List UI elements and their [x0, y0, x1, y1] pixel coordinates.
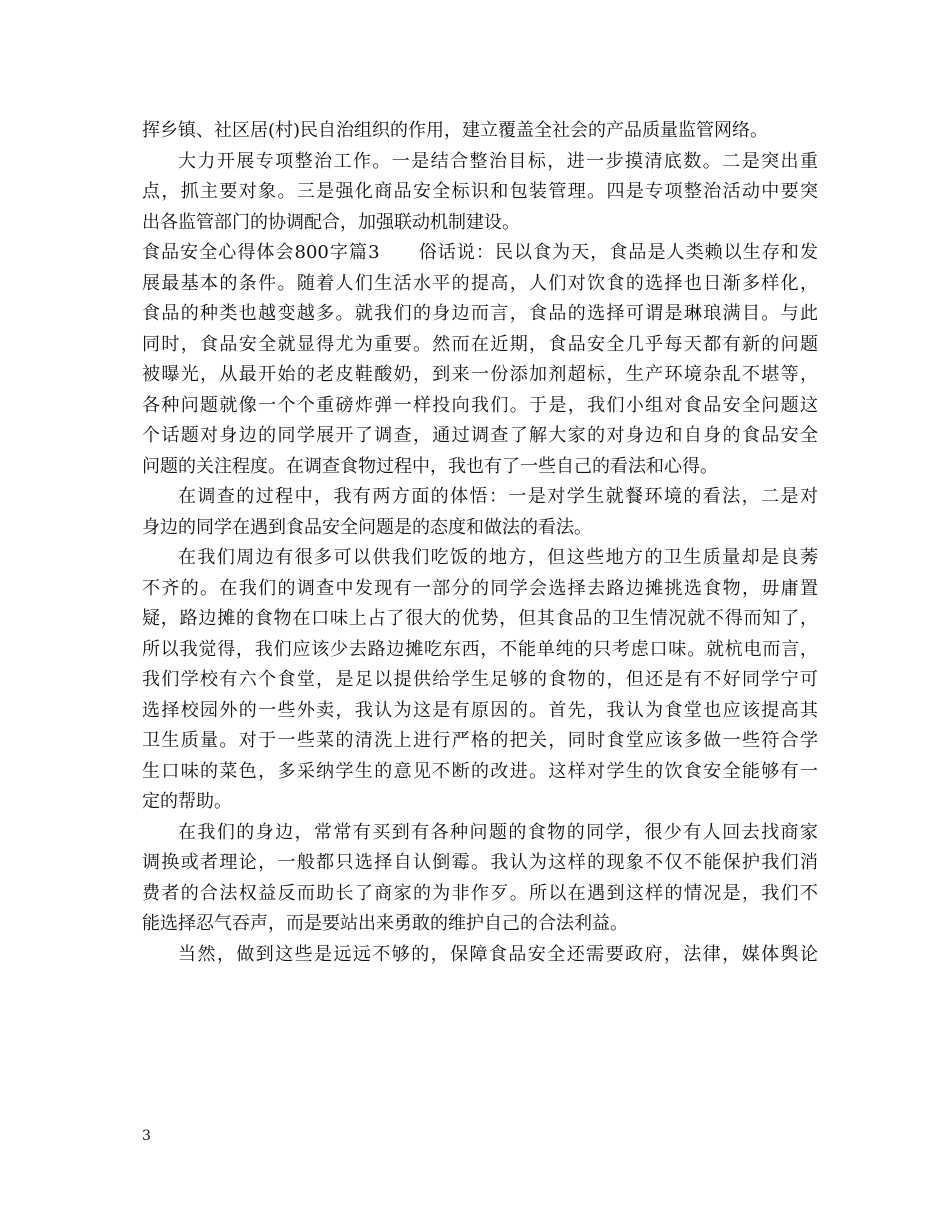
text-line: 点，抓主要对象。三是强化商品安全标识和包装管理。四是专项整治活动中要突	[142, 181, 818, 202]
text-line: 问题的关注程度。在调查食物过程中，我也有了一些自己的看法和心得。	[142, 455, 718, 477]
text-line: 展最基本的条件。随着人们生活水平的提高，人们对饮食的选择也日渐多样化，	[142, 272, 818, 294]
text-line: 生口味的菜色，多采纳学生的意见不断的改进。这样对学生的饮食安全能够有一	[142, 760, 818, 782]
text-line: 食品的种类也越变越多。就我们的身边而言，食品的选择可谓是琳琅满目。与此	[142, 303, 818, 324]
text-line: 所以我觉得，我们应该少去路边摊吃东西，不能单纯的只考虑口味。就杭电而言，	[142, 638, 818, 660]
document-body	[142, 116, 818, 970]
text-line: 卫生质量。对于一些菜的清洗上进行严格的把关，同时食堂应该多做一些符合学	[142, 730, 818, 751]
text-line: 不齐的。在我们的调查中发现有一部分的同学会选择去路边摊挑选食物，毋庸置	[142, 577, 818, 599]
text-line: 费者的合法权益反而助长了商家的为非作歹。所以在遇到这样的情况是，我们不	[142, 882, 818, 904]
text-line: 在调查的过程中，我有两方面的体悟：一是对学生就餐环境的看法，二是对	[178, 486, 818, 507]
text-line: 被曝光，从最开始的老皮鞋酸奶，到来一份添加剂超标，生产环境杂乱不堪等，	[142, 364, 818, 385]
text-line: 我们学校有六个食堂，是足以提供给学生足够的食物的，但还是有不好同学宁可	[142, 669, 818, 690]
text-line: 定的帮助。	[142, 791, 232, 812]
text-line: 在我们的身边，常常有买到有各种问题的食物的同学，很少有人回去找商家	[178, 821, 818, 843]
text-line: 疑，路边摊的食物在口味上占了很大的优势，但其食品的卫生情况就不得而知了，	[142, 608, 818, 629]
text-line: 在我们周边有很多可以供我们吃饭的地方，但这些地方的卫生质量却是良莠	[178, 547, 818, 568]
page-number: 3	[142, 1128, 151, 1144]
text-line: 能选择忍气吞声，而是要站出来勇敢的维护自己的合法利益。	[142, 913, 628, 934]
text-line: 各种问题就像一个个重磅炸弹一样投向我们。于是，我们小组对食品安全问题这	[142, 394, 818, 416]
text-line: 选择校园外的一些外卖，我认为这是有原因的。首先，我认为食堂也应该提高其	[142, 699, 818, 721]
text-line: 挥乡镇、社区居(村)民自治组织的作用，建立覆盖全社会的产品质量监管网络。	[142, 120, 769, 141]
text-line: 当然，做到这些是远远不够的，保障食品安全还需要政府，法律，媒体舆论	[178, 943, 818, 965]
text-line: 调换或者理论，一般都只选择自认倒霉。我认为这样的现象不仅不能保护我们消	[142, 852, 818, 873]
text-line: 个话题对身边的同学展开了调查，通过调查了解大家的对身边和自身的食品安全	[142, 425, 818, 446]
text-line: 同时，食品安全就显得尤为重要。然而在近期，食品安全几乎每天都有新的问题	[142, 333, 818, 355]
text-line: 出各监管部门的协调配合，加强联动机制建设。	[142, 211, 520, 233]
text-line: 身边的同学在遇到食品安全问题是的态度和做法的看法。	[142, 516, 592, 538]
text-line: 食品安全心得体会800字篇3 俗话说：民以食为天，食品是人类赖以生存和发	[142, 242, 818, 263]
text-line: 大力开展专项整治工作。一是结合整治目标，进一步摸清底数。二是突出重	[178, 150, 818, 172]
